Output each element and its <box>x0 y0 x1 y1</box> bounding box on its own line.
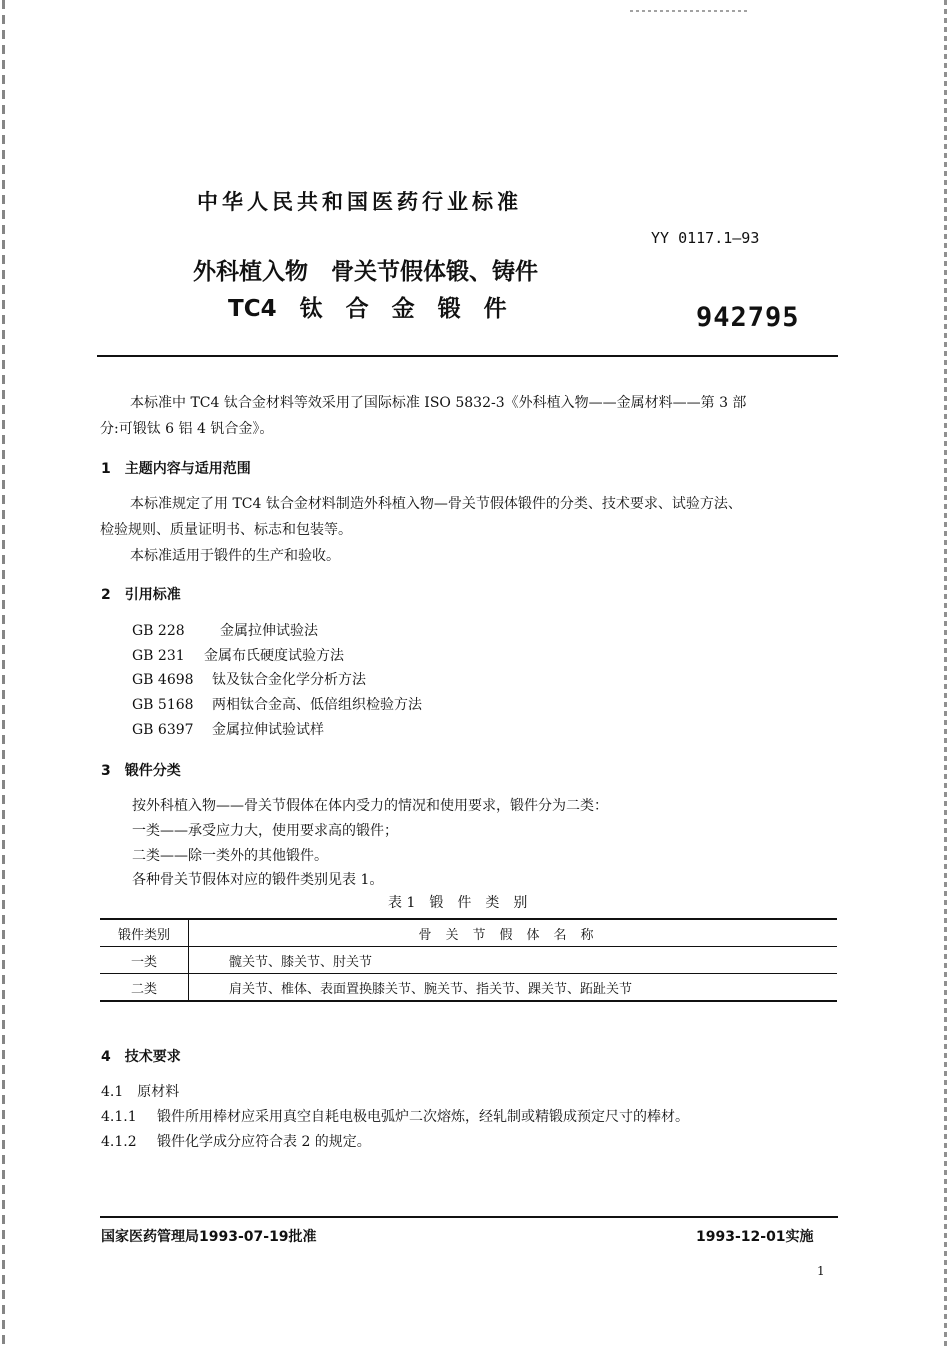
section-4-1-2 <box>101 1131 371 1151</box>
ref-code: GB 231 <box>132 648 185 664</box>
clause-text: 锻件所用棒材应采用真空自耗电极电弧炉二次熔炼，经轧制或精锻成预定尺寸的棒材。 <box>157 1109 689 1125</box>
ref-title: 金属布氏硬度试验方法 <box>204 648 344 664</box>
section-4-1-heading: 4.1 原材料 <box>101 1084 180 1100</box>
ref-code: GB 228 <box>132 623 185 639</box>
section-4-1-1 <box>101 1106 689 1126</box>
section-1-para-1-line-2: 检验规则、质量证明书、标志和包装等。 <box>100 522 352 538</box>
section-2-heading: 2 引用标准 <box>101 587 181 603</box>
table-header-cell: 骨关节假体名称 <box>189 919 838 947</box>
ref-title: 钛及钛合金化学分析方法 <box>212 672 366 688</box>
clause-text: 锻件化学成分应符合表 2 的规定。 <box>157 1134 371 1150</box>
ref-item <box>132 669 366 689</box>
title-line-2: TC4 钛 合 金 锻 件 <box>228 296 507 322</box>
ref-item <box>132 719 324 739</box>
ref-title: 金属拉伸试验试样 <box>212 722 324 738</box>
table-cell: 一类 <box>100 947 189 974</box>
section-3-para-2: 一类——承受应力大，使用要求高的锻件； <box>132 823 398 839</box>
section-4-heading: 4 技术要求 <box>101 1049 181 1065</box>
table-header-row <box>100 919 837 947</box>
ref-item <box>132 620 318 640</box>
section-1-heading: 1 主题内容与适用范围 <box>101 461 251 477</box>
ref-item <box>132 694 422 714</box>
intro-line-1: 本标准中 TC4 钛合金材料等效采用了国际标准 ISO 5832-3《外科植入物——金属材料——第 3 部 <box>130 395 747 411</box>
stamp-number: 942795 <box>696 302 800 333</box>
table-header-cell: 锻件类别 <box>100 919 189 947</box>
section-3-para-4: 各种骨关节假体对应的锻件类别见表 1。 <box>132 872 384 888</box>
org-line: 中华人民共和国医药行业标准 <box>197 190 522 214</box>
scan-edge-left <box>2 0 5 1348</box>
ref-code: GB 4698 <box>132 672 194 688</box>
ref-title: 金属拉伸试验法 <box>220 623 318 639</box>
header-rule <box>97 355 838 357</box>
ref-code: GB 5168 <box>132 697 194 713</box>
page-number: 1 <box>817 1264 825 1278</box>
table-cell: 肩关节、椎体、表面置换膝关节、腕关节、指关节、踝关节、跖趾关节 <box>189 974 838 1002</box>
scan-top-noise <box>630 10 750 12</box>
section-1-para-1-line-1: 本标准规定了用 TC4 钛合金材料制造外科植入物—骨关节假体锻件的分类、技术要求、试验方法、 <box>130 496 742 512</box>
table-cell: 二类 <box>100 974 189 1002</box>
title-line-1: 外科植入物 骨关节假体锻、铸件 <box>193 259 538 285</box>
section-3-para-1: 按外科植入物——骨关节假体在体内受力的情况和使用要求，锻件分为二类： <box>132 798 608 814</box>
ref-code: GB 6397 <box>132 722 194 738</box>
standard-number: YY 0117.1—93 <box>651 229 760 247</box>
ref-title: 两相钛合金高、低倍组织检验方法 <box>212 697 422 713</box>
table-row <box>100 974 837 1002</box>
clause-number: 4.1.1 <box>101 1109 137 1125</box>
intro-line-2: 分:可锻钛 6 铝 4 钒合金》。 <box>100 421 274 437</box>
ref-item <box>132 645 344 665</box>
section-1-para-2: 本标准适用于锻件的生产和验收。 <box>130 548 340 564</box>
section-3-para-3: 二类——除一类外的其他锻件。 <box>132 848 328 864</box>
clause-number: 4.1.2 <box>101 1134 137 1150</box>
table-cell: 髋关节、膝关节、肘关节 <box>189 947 838 974</box>
scan-edge-right <box>944 0 947 1348</box>
section-3-heading: 3 锻件分类 <box>101 763 181 779</box>
classification-table <box>100 918 837 1002</box>
approval-line: 国家医药管理局1993-07-19批准 <box>101 1229 317 1245</box>
effective-date: 1993-12-01实施 <box>696 1229 814 1245</box>
table-1-caption: 表 1 锻 件 类 别 <box>388 895 528 911</box>
footer-rule <box>100 1216 838 1218</box>
table-row <box>100 947 837 974</box>
